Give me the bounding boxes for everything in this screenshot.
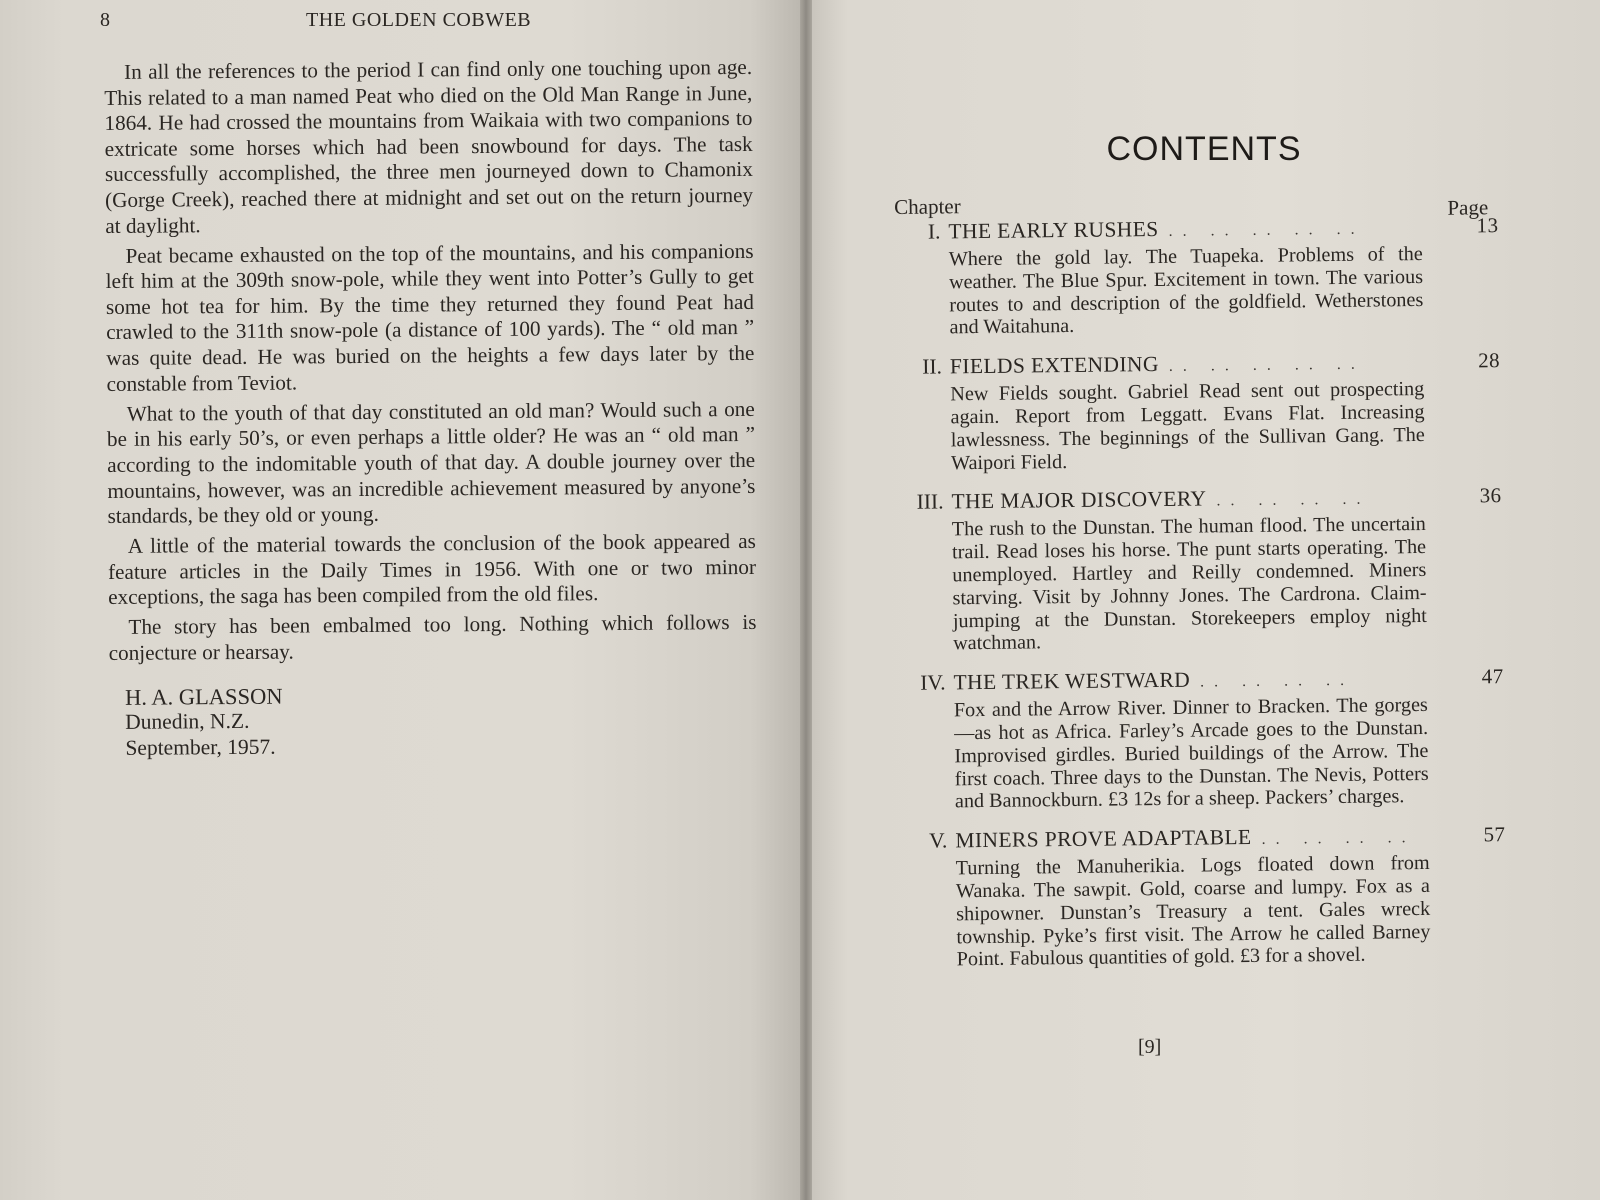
contents-entry	[892, 211, 1499, 340]
chapter-page-number: 57	[1483, 822, 1506, 847]
author-name: H. A. GLASSON	[124, 683, 283, 710]
running-head	[100, 6, 760, 36]
paragraph: In all the references to the period I can find only one touching upon age. This related to a man named Peat who died on the Old Man Range in June, 1864. He had crossed the mountains from Waikaia with two companions to extricate some horses which had been snowbound for days. The task successfully accomplished, the three men journeyed down to Chamonix (Gorge Creek), reached there at midnight and set out on the return journey at daylight.	[104, 54, 754, 238]
author-place: Dunedin, N.Z.	[125, 709, 250, 735]
contents-entry	[897, 662, 1505, 814]
chapter-number: IV.	[920, 670, 946, 695]
preface-text	[104, 55, 757, 761]
paragraph: A little of the material towards the conclusion of the book appeared as feature articles in the Daily Times in 1956. With one or two minor exceptions, the saga has been compiled from the old files.	[107, 529, 757, 610]
chapter-page-number: 13	[1476, 213, 1499, 238]
chapter-title: FIELDS EXTENDING	[949, 352, 1159, 379]
chapter-page-number: 28	[1478, 348, 1501, 373]
dot-leader: .. .. .. .. ..	[1168, 220, 1365, 240]
page-folio: 8	[100, 9, 110, 31]
chapter-number: I.	[927, 219, 941, 244]
paragraph: Peat became exhausted on the top of the mountains, and his companions left him at the 309th snow-pole, while they went into Potter’s Gully to get some hot tea for him. By the time they returned they found Peat had crawled to the 311th snow-pole (a distance of 100 yards). The “ old man ” was quite dead. He was buried on the heights a few days later by the constable from Teviot.	[105, 238, 755, 396]
chapter-summary: The rush to the Dunstan. The human flood. The uncertain trail. Read loses his horse. The punt starts operating. The unemployed. Hartley and Reilly condemned. Miners starving. Visit by Johnny Jones. The Cardrona. Claim-jumping at the Dunstan. Storekeepers employ night watchman.	[951, 513, 1427, 655]
dot-leader: .. .. .. ..	[1216, 490, 1371, 510]
signature-block	[109, 680, 758, 762]
chapter-summary: Turning the Manuherikia. Logs floated down from Wanaka. The sawpit. Gold, coarse and lumpy. Fox as a shipowner. Dunstan’s Treasury a tent. Gales wreck township. Pyke’s first visit. The Arrow he called Barney Point. Fabulous quantities of gold. £3 for a shovel.	[955, 852, 1431, 971]
chapter-title: THE TREK WESTWARD	[953, 667, 1191, 695]
contents-entry	[899, 820, 1507, 972]
chapter-column-label: Chapter	[894, 194, 961, 219]
chapter-title: THE MAJOR DISCOVERY	[951, 486, 1207, 514]
chapter-title: MINERS PROVE ADAPTABLE	[955, 825, 1252, 853]
chapter-number: III.	[916, 489, 944, 515]
contents-table	[892, 185, 1507, 985]
paragraph: The story has been embalmed too long. Nothing which follows is conjecture or hearsay.	[108, 610, 757, 666]
chapter-page-number: 36	[1479, 483, 1502, 508]
dot-leader: .. .. .. ..	[1261, 829, 1416, 848]
chapter-summary: New Fields sought. Gabriel Read sent out prospecting again. Report from Leggatt. Evans Flat. Increasing lawlessness. The beginnings of the Sullivan Gang. The Waipori Field.	[950, 378, 1425, 474]
book-gutter	[800, 0, 812, 1200]
book-title: THE GOLDEN COBWEB	[306, 9, 532, 31]
dot-leader: .. .. .. .. ..	[1168, 355, 1365, 376]
chapter-summary: Fox and the Arrow River. Dinner to Bracken. The gorges—as hot as Africa. Farley’s Arcade goes to the Dunstan. Improvised girdles. Buried buildings of the Arrow. The first coach. Three days to the Dunstan. The Nevis, Potters and Bannockburn. £3 12s for a sheep. Packers’ charges.	[953, 694, 1429, 813]
page-column-label: Page	[1447, 195, 1489, 220]
contents-entry	[895, 481, 1503, 656]
right-page	[808, 0, 1600, 1200]
paragraph: What to the youth of that day constituted an old man? Would such a one be in his early 50’s, or even perhaps a little older? He was an “ old man ” according to the indomitable youth of that day. A double journey over the mountains, however, was an incredible achievement measured by anyone’s standards, be they old or young.	[106, 396, 756, 529]
contents-heading: CONTENTS	[1106, 130, 1302, 168]
signature-date: September, 1957.	[125, 734, 276, 760]
contents-list	[892, 211, 1507, 972]
chapter-number: II.	[922, 354, 943, 379]
page-number: [9]	[1138, 1036, 1162, 1058]
chapter-title: THE EARLY RUSHES	[948, 216, 1159, 244]
chapter-summary: Where the gold lay. The Tuapeka. Problems of the weather. The Blue Spur. Excitement in town. The various routes to and description of the goldfield. Wetherstones and Waitahuna.	[948, 242, 1424, 339]
chapter-number: V.	[929, 828, 948, 853]
contents-entry	[894, 346, 1501, 475]
dot-leader: .. .. .. ..	[1200, 671, 1355, 691]
chapter-page-number: 47	[1481, 664, 1504, 689]
